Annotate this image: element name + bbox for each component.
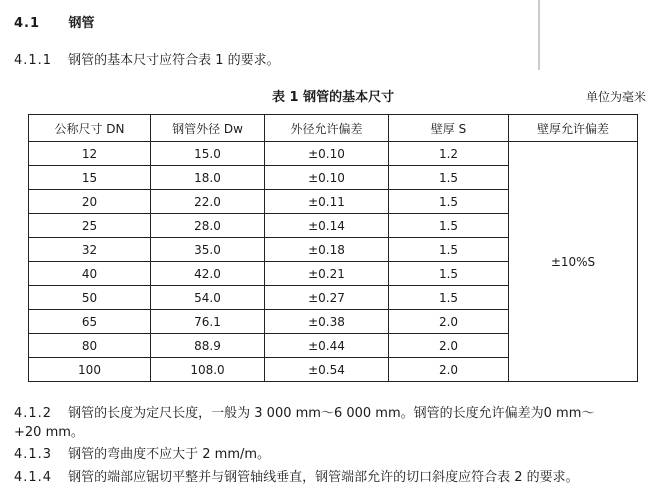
cell-od-tolerance: ±0.11 [265,190,389,214]
header-outer-diameter: 钢管外径 Dw [151,115,265,142]
cell-od: 35.0 [151,238,265,262]
cell-dn: 65 [29,310,151,334]
cell-wall: 1.5 [389,166,509,190]
cell-wall: 1.2 [389,142,509,166]
cell-wall: 1.5 [389,286,509,310]
cell-wall: 1.5 [389,262,509,286]
cell-od-tolerance: ±0.27 [265,286,389,310]
cell-dn: 12 [29,142,151,166]
scan-edge-mark [538,0,540,70]
header-od-tolerance: 外径允许偏差 [265,115,389,142]
cell-dn: 32 [29,238,151,262]
cell-wall: 1.5 [389,214,509,238]
cell-dn: 25 [29,214,151,238]
clause-4-1-1 [14,49,280,68]
cell-dn: 40 [29,262,151,286]
clause-number: 4.1.1 [14,53,53,68]
section-number: 4.1 [14,16,41,31]
table-caption: 表 1 钢管的基本尺寸 [272,90,395,105]
clause-text: 钢管的端部应锯切平整并与钢管轴线垂直，钢管端部允许的切口斜度应符合表 2 的要求。 [68,470,579,485]
cell-od: 42.0 [151,262,265,286]
clause-text: 钢管的长度为定尺长度，一般为 3 000 mm～6 000 mm。钢管的长度允许偏差为0 mm～ [68,406,595,421]
cell-od-tolerance: ±0.54 [265,358,389,382]
cell-od: 28.0 [151,214,265,238]
clause-number: 4.1.4 [14,470,53,485]
table-row [29,142,638,166]
header-wall-tolerance: 壁厚允许偏差 [509,115,638,142]
section-heading [14,12,95,31]
unit-note: 单位为毫米 [586,90,647,104]
cell-od: 88.9 [151,334,265,358]
cell-od-tolerance: ±0.10 [265,142,389,166]
cell-wall: 1.5 [389,238,509,262]
cell-od-tolerance: ±0.21 [265,262,389,286]
header-nominal-size: 公称尺寸 DN [29,115,151,142]
pipe-dimensions-table [28,114,638,382]
cell-wall-tolerance: ±10%S [509,142,638,382]
cell-wall: 1.5 [389,190,509,214]
clause-text: 钢管的基本尺寸应符合表 1 的要求。 [68,53,280,68]
cell-wall: 2.0 [389,358,509,382]
cell-od: 108.0 [151,358,265,382]
clause-4-1-4 [14,466,579,485]
clause-number: 4.1.3 [14,447,53,462]
cell-dn: 80 [29,334,151,358]
cell-dn: 100 [29,358,151,382]
cell-od-tolerance: ±0.10 [265,166,389,190]
clause-4-1-3 [14,443,270,462]
header-wall-thickness: 壁厚 S [389,115,509,142]
cell-od-tolerance: ±0.14 [265,214,389,238]
cell-dn: 20 [29,190,151,214]
cell-od-tolerance: ±0.44 [265,334,389,358]
clause-4-1-2 [14,402,594,421]
cell-od: 76.1 [151,310,265,334]
clause-text: 钢管的弯曲度不应大于 2 mm/m。 [68,447,271,462]
cell-od: 18.0 [151,166,265,190]
table-header-row [29,115,638,142]
cell-wall: 2.0 [389,334,509,358]
cell-wall: 2.0 [389,310,509,334]
cell-od: 22.0 [151,190,265,214]
cell-od: 15.0 [151,142,265,166]
section-title: 钢管 [68,16,95,31]
clause-4-1-2-continued: +20 mm。 [14,425,84,440]
cell-od-tolerance: ±0.18 [265,238,389,262]
cell-od: 54.0 [151,286,265,310]
cell-dn: 15 [29,166,151,190]
cell-od-tolerance: ±0.38 [265,310,389,334]
clause-number: 4.1.2 [14,406,53,421]
cell-dn: 50 [29,286,151,310]
